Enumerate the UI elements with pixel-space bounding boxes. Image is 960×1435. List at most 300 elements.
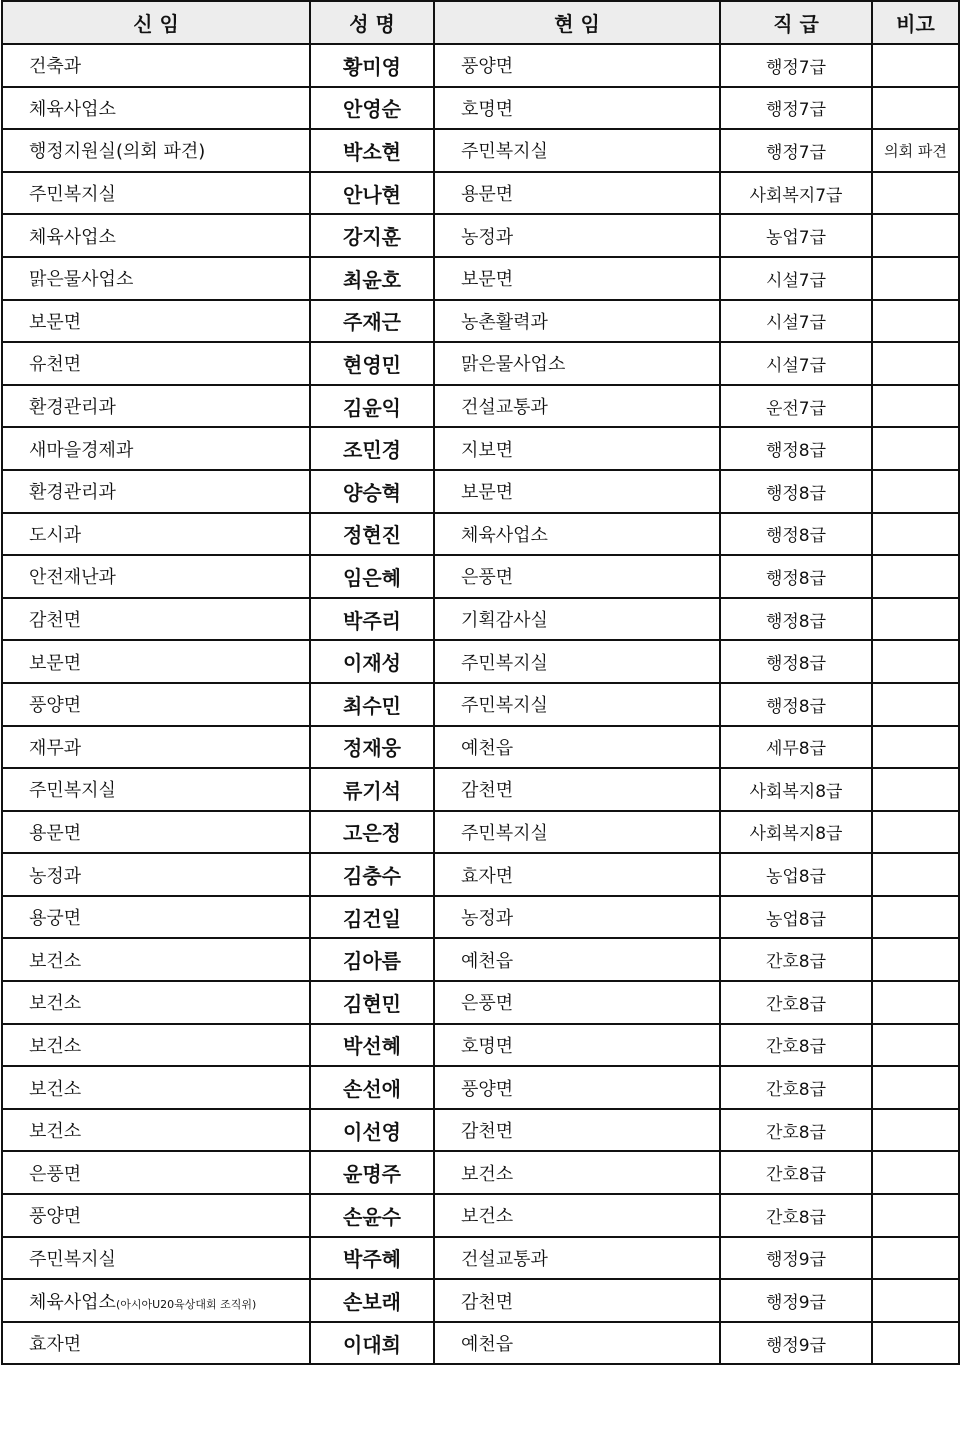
new-post-cell [2, 129, 310, 172]
grade-cell [720, 1151, 872, 1194]
current-post-cell [434, 257, 720, 300]
current-post-cell [434, 214, 720, 257]
name-text: 김윤익 [343, 395, 401, 420]
note-cell [872, 300, 959, 343]
table-row [2, 1322, 959, 1365]
table-row [2, 768, 959, 811]
header-name: 성 명 [310, 1, 434, 44]
grade-cell [720, 555, 872, 598]
current-post-cell [434, 1194, 720, 1237]
note-cell [872, 981, 959, 1024]
new-post-cell [2, 726, 310, 769]
current-post-text: 기획감사실 [461, 610, 548, 632]
grade-text: 행정9급 [765, 1335, 827, 1356]
note-cell [872, 683, 959, 726]
name-cell [310, 44, 434, 87]
name-cell [310, 172, 434, 215]
current-post-text: 보문면 [461, 269, 514, 291]
current-post-text: 보건소 [461, 1206, 514, 1228]
name-cell [310, 1237, 434, 1280]
name-text: 윤명주 [343, 1162, 401, 1187]
new-post-cell [2, 513, 310, 556]
name-cell [310, 1194, 434, 1237]
name-text: 고은정 [343, 821, 401, 846]
name-text: 정현진 [343, 523, 401, 548]
current-post-cell [434, 172, 720, 215]
new-post-cell [2, 811, 310, 854]
name-text: 박선혜 [343, 1034, 401, 1059]
grade-cell [720, 513, 872, 556]
name-text: 강지훈 [343, 225, 401, 250]
current-post-text: 감천면 [461, 780, 514, 802]
table-row [2, 938, 959, 981]
new-post-text: 효자면 [29, 1334, 82, 1356]
table-body [2, 44, 959, 1364]
new-post-text: 풍양면 [29, 1206, 82, 1228]
name-text: 이선영 [343, 1119, 401, 1144]
name-text: 황미영 [343, 54, 401, 79]
new-post-cell [2, 1151, 310, 1194]
header-row [2, 1, 959, 44]
note-cell [872, 726, 959, 769]
current-post-cell [434, 513, 720, 556]
new-post-subnote: (아시아U20육상대회 조직위) [115, 1297, 257, 1311]
grade-text: 시설7급 [765, 270, 827, 291]
table-row [2, 385, 959, 428]
new-post-text: 체육사업소 [29, 1291, 116, 1313]
table-row [2, 1279, 959, 1322]
new-post-cell [2, 470, 310, 513]
current-post-cell [434, 555, 720, 598]
new-post-text: 보문면 [29, 652, 82, 674]
new-post-text: 용궁면 [29, 908, 82, 930]
new-post-cell [2, 1194, 310, 1237]
note-text: 의회 파견 [884, 141, 947, 160]
current-post-text: 용문면 [461, 184, 514, 206]
note-cell [872, 555, 959, 598]
name-cell [310, 427, 434, 470]
header-current-post: 현 임 [434, 1, 720, 44]
table-row [2, 981, 959, 1024]
note-cell [872, 938, 959, 981]
note-cell [872, 768, 959, 811]
note-cell [872, 172, 959, 215]
note-cell [872, 427, 959, 470]
name-text: 조민경 [343, 438, 401, 463]
note-cell [872, 257, 959, 300]
current-post-cell [434, 1237, 720, 1280]
table-row [2, 300, 959, 343]
note-cell [872, 129, 959, 172]
new-post-cell [2, 683, 310, 726]
new-post-text: 주민복지실 [29, 1248, 116, 1270]
name-cell [310, 555, 434, 598]
name-cell [310, 726, 434, 769]
grade-text: 시설7급 [765, 355, 827, 376]
name-cell [310, 214, 434, 257]
current-post-cell [434, 896, 720, 939]
current-post-cell [434, 1066, 720, 1109]
name-cell [310, 1024, 434, 1067]
name-cell [310, 853, 434, 896]
name-text: 안나현 [343, 182, 401, 207]
note-cell [872, 1024, 959, 1067]
grade-text: 운전7급 [765, 398, 827, 419]
new-post-cell [2, 385, 310, 428]
name-cell [310, 1151, 434, 1194]
table-row [2, 1151, 959, 1194]
new-post-text: 보문면 [29, 311, 82, 333]
current-post-text: 예천읍 [461, 737, 514, 759]
grade-cell [720, 683, 872, 726]
new-post-cell [2, 768, 310, 811]
current-post-text: 건설교통과 [461, 1248, 548, 1270]
grade-cell [720, 938, 872, 981]
note-cell [872, 1151, 959, 1194]
name-cell [310, 768, 434, 811]
new-post-text: 보건소 [29, 993, 82, 1015]
name-cell [310, 257, 434, 300]
grade-text: 간호8급 [765, 1080, 827, 1101]
current-post-text: 풍양면 [461, 56, 514, 78]
current-post-cell [434, 640, 720, 683]
new-post-cell [2, 1024, 310, 1067]
note-cell [872, 640, 959, 683]
note-cell [872, 853, 959, 896]
new-post-text: 건축과 [29, 56, 82, 78]
grade-cell [720, 853, 872, 896]
new-post-cell [2, 598, 310, 641]
current-post-cell [434, 87, 720, 130]
current-post-text: 풍양면 [461, 1078, 514, 1100]
grade-cell [720, 300, 872, 343]
note-cell [872, 1237, 959, 1280]
new-post-cell [2, 172, 310, 215]
current-post-text: 주민복지실 [461, 652, 548, 674]
name-cell [310, 513, 434, 556]
grade-text: 간호8급 [765, 1037, 827, 1058]
name-text: 김충수 [343, 864, 401, 889]
grade-cell [720, 1109, 872, 1152]
name-text: 임은혜 [343, 565, 401, 590]
name-cell [310, 1279, 434, 1322]
table-row [2, 172, 959, 215]
current-post-text: 보문면 [461, 482, 514, 504]
new-post-text: 보건소 [29, 1078, 82, 1100]
name-cell [310, 87, 434, 130]
name-text: 박소현 [343, 139, 401, 164]
name-text: 현영민 [343, 352, 401, 377]
note-cell [872, 896, 959, 939]
grade-cell [720, 257, 872, 300]
name-text: 류기석 [343, 778, 401, 803]
name-cell [310, 683, 434, 726]
grade-text: 간호8급 [765, 994, 827, 1015]
table-row [2, 726, 959, 769]
name-text: 이대희 [343, 1332, 401, 1357]
grade-cell [720, 1279, 872, 1322]
name-cell [310, 385, 434, 428]
new-post-text: 재무과 [29, 737, 82, 759]
grade-text: 세무8급 [765, 739, 827, 760]
new-post-cell [2, 44, 310, 87]
current-post-cell [434, 1322, 720, 1365]
grade-text: 농업7급 [765, 228, 827, 249]
table-row [2, 1024, 959, 1067]
new-post-cell [2, 1322, 310, 1365]
new-post-text: 감천면 [29, 610, 82, 632]
current-post-text: 호명면 [461, 98, 514, 120]
name-cell [310, 470, 434, 513]
current-post-text: 지보면 [461, 439, 514, 461]
new-post-text: 행정지원실(의회 파견) [29, 141, 206, 163]
grade-text: 행정8급 [765, 483, 827, 504]
name-text: 김건일 [343, 906, 401, 931]
new-post-text: 주민복지실 [29, 780, 116, 802]
new-post-cell [2, 555, 310, 598]
current-post-cell [434, 981, 720, 1024]
current-post-text: 예천읍 [461, 950, 514, 972]
table-row [2, 427, 959, 470]
name-cell [310, 896, 434, 939]
grade-cell [720, 87, 872, 130]
name-cell [310, 129, 434, 172]
header-new-post: 신 임 [2, 1, 310, 44]
table-row [2, 214, 959, 257]
name-text: 정재웅 [343, 736, 401, 761]
current-post-text: 농촌활력과 [461, 311, 548, 333]
new-post-cell [2, 640, 310, 683]
grade-text: 행정8급 [765, 441, 827, 462]
table-row [2, 1066, 959, 1109]
name-text: 박주리 [343, 608, 401, 633]
current-post-text: 은풍면 [461, 993, 514, 1015]
current-post-text: 감천면 [461, 1291, 514, 1313]
name-cell [310, 598, 434, 641]
table-row [2, 129, 959, 172]
new-post-cell [2, 896, 310, 939]
current-post-text: 맑은물사업소 [461, 354, 566, 376]
current-post-cell [434, 811, 720, 854]
note-cell [872, 598, 959, 641]
name-text: 안영순 [343, 97, 401, 122]
note-cell [872, 1066, 959, 1109]
table-header [2, 1, 959, 44]
name-cell [310, 981, 434, 1024]
table-row [2, 555, 959, 598]
name-text: 양승혁 [343, 480, 401, 505]
name-cell [310, 811, 434, 854]
current-post-text: 건설교통과 [461, 397, 548, 419]
name-cell [310, 342, 434, 385]
grade-cell [720, 342, 872, 385]
new-post-text: 풍양면 [29, 695, 82, 717]
current-post-cell [434, 342, 720, 385]
table-row [2, 87, 959, 130]
new-post-text: 도시과 [29, 524, 82, 546]
new-post-text: 유천면 [29, 354, 82, 376]
current-post-text: 보건소 [461, 1163, 514, 1185]
new-post-cell [2, 981, 310, 1024]
current-post-cell [434, 853, 720, 896]
note-cell [872, 214, 959, 257]
grade-text: 행정9급 [765, 1250, 827, 1271]
new-post-cell [2, 257, 310, 300]
grade-cell [720, 726, 872, 769]
table-row [2, 811, 959, 854]
header-grade: 직 급 [720, 1, 872, 44]
name-cell [310, 938, 434, 981]
grade-cell [720, 1024, 872, 1067]
name-text: 손보래 [343, 1290, 401, 1315]
new-post-text: 주민복지실 [29, 184, 116, 206]
name-text: 김현민 [343, 991, 401, 1016]
name-text: 손선애 [343, 1077, 401, 1102]
current-post-text: 호명면 [461, 1035, 514, 1057]
current-post-cell [434, 938, 720, 981]
current-post-cell [434, 1024, 720, 1067]
grade-text: 시설7급 [765, 313, 827, 334]
new-post-cell [2, 1237, 310, 1280]
grade-text: 행정8급 [765, 568, 827, 589]
new-post-text: 맑은물사업소 [29, 269, 134, 291]
grade-cell [720, 811, 872, 854]
current-post-text: 은풍면 [461, 567, 514, 589]
note-cell [872, 87, 959, 130]
grade-text: 행정8급 [765, 526, 827, 547]
current-post-cell [434, 1279, 720, 1322]
current-post-text: 효자면 [461, 865, 514, 887]
grade-cell [720, 896, 872, 939]
new-post-cell [2, 87, 310, 130]
grade-cell [720, 427, 872, 470]
current-post-text: 예천읍 [461, 1334, 514, 1356]
table-row [2, 853, 959, 896]
current-post-cell [434, 598, 720, 641]
new-post-cell [2, 300, 310, 343]
new-post-cell [2, 1066, 310, 1109]
current-post-cell [434, 768, 720, 811]
table-row [2, 257, 959, 300]
current-post-text: 주민복지실 [461, 695, 548, 717]
current-post-text: 감천면 [461, 1121, 514, 1143]
grade-text: 농업8급 [765, 867, 827, 888]
current-post-text: 주민복지실 [461, 822, 548, 844]
current-post-cell [434, 470, 720, 513]
grade-cell [720, 44, 872, 87]
name-cell [310, 1066, 434, 1109]
note-cell [872, 342, 959, 385]
name-text: 최수민 [343, 693, 401, 718]
grade-cell [720, 129, 872, 172]
grade-text: 행정7급 [765, 57, 827, 78]
table-row [2, 44, 959, 87]
name-cell [310, 1109, 434, 1152]
new-post-text: 새마을경제과 [29, 439, 134, 461]
current-post-cell [434, 44, 720, 87]
name-text: 이재성 [343, 651, 401, 676]
grade-text: 행정8급 [765, 611, 827, 632]
name-text: 주재근 [343, 310, 401, 335]
table-row [2, 1237, 959, 1280]
new-post-cell [2, 214, 310, 257]
grade-text: 간호8급 [765, 1207, 827, 1228]
grade-text: 간호8급 [765, 1165, 827, 1186]
grade-cell [720, 1066, 872, 1109]
note-cell [872, 385, 959, 428]
new-post-text: 체육사업소 [29, 98, 116, 120]
grade-text: 행정7급 [765, 142, 827, 163]
grade-text: 간호8급 [765, 952, 827, 973]
new-post-text: 보건소 [29, 1121, 82, 1143]
table-row [2, 1194, 959, 1237]
grade-cell [720, 1237, 872, 1280]
new-post-text: 환경관리과 [29, 397, 116, 419]
grade-text: 행정7급 [765, 100, 827, 121]
note-cell [872, 811, 959, 854]
table-row [2, 1109, 959, 1152]
new-post-cell [2, 342, 310, 385]
new-post-text: 은풍면 [29, 1163, 82, 1185]
name-text: 손윤수 [343, 1204, 401, 1229]
name-cell [310, 1322, 434, 1365]
grade-text: 행정9급 [765, 1293, 827, 1314]
table-row [2, 683, 959, 726]
grade-cell [720, 598, 872, 641]
name-text: 박주혜 [343, 1247, 401, 1272]
new-post-text: 보건소 [29, 950, 82, 972]
note-cell [872, 1194, 959, 1237]
new-post-cell [2, 938, 310, 981]
table-row [2, 896, 959, 939]
personnel-table [1, 0, 960, 1365]
table-row [2, 342, 959, 385]
grade-cell [720, 768, 872, 811]
note-cell [872, 470, 959, 513]
grade-cell [720, 172, 872, 215]
current-post-cell [434, 385, 720, 428]
grade-cell [720, 470, 872, 513]
grade-cell [720, 981, 872, 1024]
current-post-cell [434, 1109, 720, 1152]
grade-cell [720, 385, 872, 428]
new-post-text: 용문면 [29, 822, 82, 844]
name-cell [310, 300, 434, 343]
current-post-text: 체육사업소 [461, 524, 548, 546]
new-post-cell [2, 1109, 310, 1152]
new-post-cell [2, 427, 310, 470]
table-row [2, 598, 959, 641]
grade-text: 행정8급 [765, 654, 827, 675]
note-cell [872, 1109, 959, 1152]
current-post-cell [434, 683, 720, 726]
new-post-text: 보건소 [29, 1035, 82, 1057]
name-text: 김아름 [343, 949, 401, 974]
new-post-text: 환경관리과 [29, 482, 116, 504]
grade-cell [720, 1194, 872, 1237]
current-post-text: 주민복지실 [461, 141, 548, 163]
table-row [2, 513, 959, 556]
name-text: 최윤호 [343, 267, 401, 292]
grade-cell [720, 1322, 872, 1365]
table-row [2, 470, 959, 513]
current-post-cell [434, 427, 720, 470]
table-row [2, 640, 959, 683]
grade-text: 사회복지8급 [749, 781, 843, 802]
note-cell [872, 513, 959, 556]
header-note: 비고 [872, 1, 959, 44]
new-post-text: 체육사업소 [29, 226, 116, 248]
